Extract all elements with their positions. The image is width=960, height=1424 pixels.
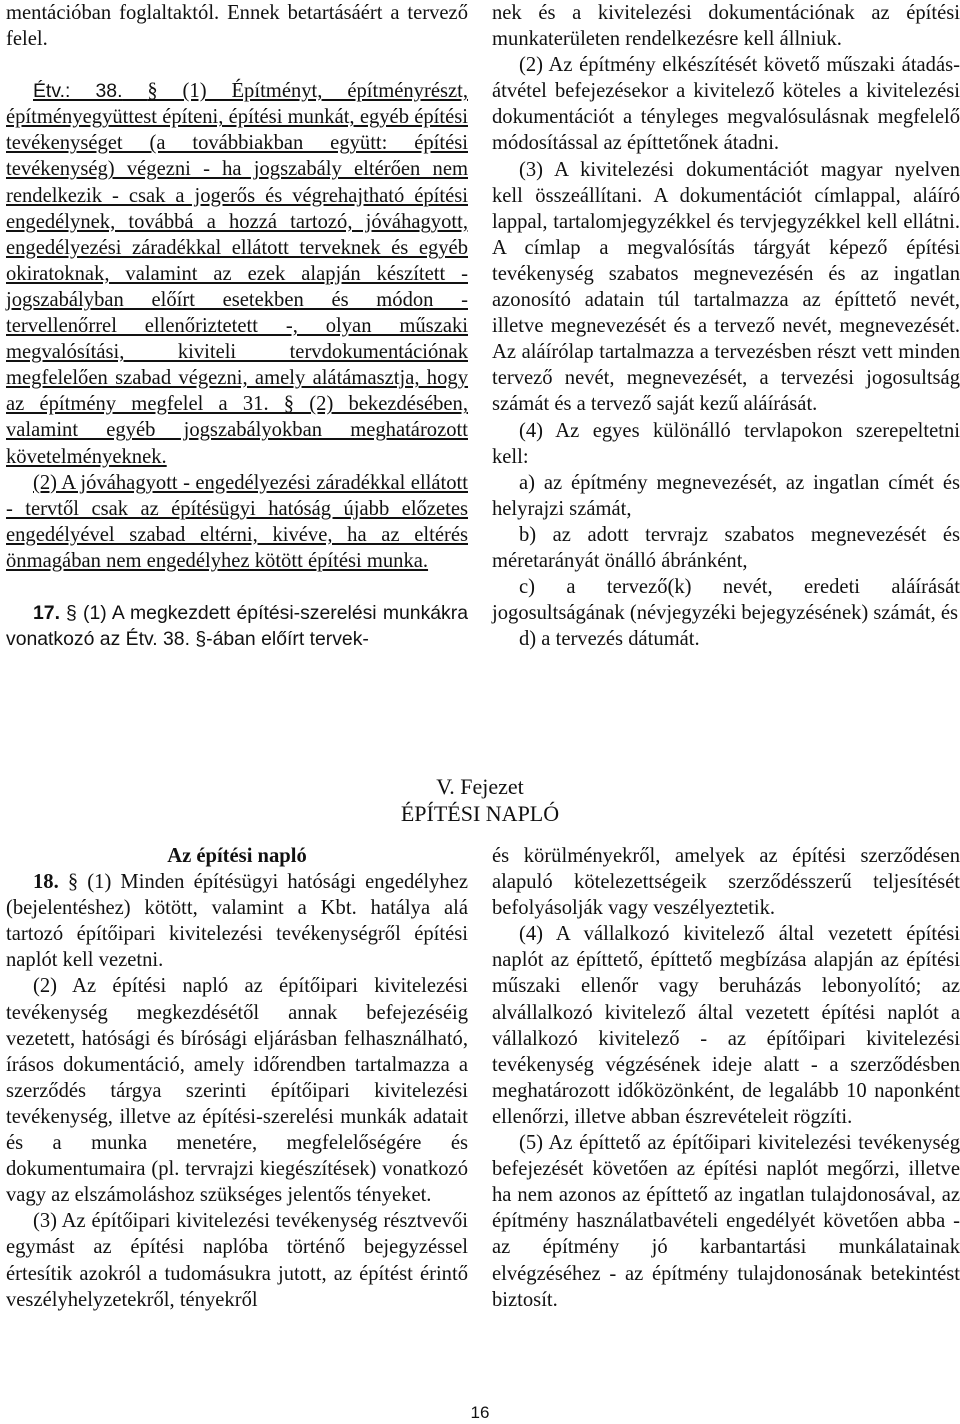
section-number: 17. [33,601,60,624]
right-column-top [492,0,960,652]
paragraph-plan-sheets: (4) Az egyes különálló tervlapokon szerepeltetni kell: [492,419,960,468]
paragraph-continuation: mentációban foglaltaktól. Ennek betartásáért a tervező felel. [6,2,468,51]
paragraph-continuation: és körülményekről, amelyek az építési szerződésen alapuló kötelezettségeik szerződésszerű teljesítését befolyásolják vagy veszélyeztetik. [492,845,960,920]
chapter-heading [300,774,660,828]
page-number: 16 [470,1403,490,1422]
list-item-a: a) az építmény megnevezését, az ingatlan címét és helyrajzi számát, [492,471,960,520]
section-number: 18. [33,871,59,894]
paragraph-handover: (2) Az építmény elkészítését követő műszaki átadás-átvétel befejezésekor a kivitelező köteles a kivitelezési dokumentációt a tényleges megvalósulásnak megfelelő módosítással az építtetőnek átadni. [492,54,960,155]
chapter-title: ÉPÍTÉSI NAPLÓ [400,801,560,826]
law-reference: Étv.: 38. [33,80,123,103]
paragraph-text: § (1) A megkezdett építési-szerelési munkákra vonatkozó az Étv. 38. §-ában előírt tervek- [6,601,468,651]
paragraph-section-17 [6,600,468,652]
list-item-c: c) a tervező(k) nevét, eredeti aláírását jogosultságának (névjegyzéki bejegyzésének) számát, és [492,576,960,625]
list-item-b: b) az adott tervrajz szabatos megnevezését és méretarányát önálló ábránként, [492,523,960,572]
paragraph-approved-plan: (2) A jóváhagyott - engedélyezési záradékkal ellátott - tervtől csak az építésügyi hatóság újabb előzetes engedélyével szabad eltérni, kivéve, ha az eltérés önmagában nem engedélyhez kötött építési munka. [6,471,468,572]
left-column-top [6,0,468,652]
paragraph-log-review: (4) A vállalkozó kivitelező által vezetett építési naplót az építtető, építtető megbízása alapján az építési műszaki ellenőr vagy beruházás lebonyolító; az alvállalkozó kivitelező által vezetett építési naplót a vállalkozó kivitelező - az építőipari kivitelezési tevékenység végzésének ideje alatt - a szerződésben meghatározott időközönként, de legalább 10 naponként ellenőrzi, illetve abban észrevételeit rögzíti. [492,923,960,1128]
left-column-bottom [6,843,468,1313]
chapter-label: V. Fejezet [436,774,524,799]
paragraph-log-retention: (5) Az építtető az építőipari kivitelezési tevékenység befejezését követően az építési naplót megőrzi, illetve ha nem azonos az építtető az ingatlan tulajdonosával, az építmény használatbavételi engedélyét követően abba - az építmény jó karbantartási munkálatainak elvégzéséhez - az építmény tulajdonosának betekintést biztosít. [492,1132,960,1311]
right-column-bottom [492,843,960,1313]
section-heading: Az építési napló [167,845,307,867]
paragraph-etv-38 [6,78,468,469]
paragraph-text: § (1) Minden építésügyi hatósági engedélyhez (bejelentéshez) kötött, valamint a Kbt. hatálya alá tartozó építőipari kivitelezési tevékenységről építési naplót kell vezetni. [6,871,468,972]
paragraph-documentation: (3) A kivitelezési dokumentációt magyar nyelven kell összeállítani. A dokumentációt címlappal, aláíró lappal, tartalomjegyzékkel és tervjegyzékkel kell ellátni. A címlap a megvalósítás tárgyát képező építési tevékenység szabatos megnevezésén és az ingatlan azonosító adatain túl tartalmazza az építtető nevét, illetve megnevezését és a tervező nevét, megnevezését. Az aláírólap tartalmazza a tervezésben részt vett minden tervező nevét, megnevezését, a tervezési jogosultság számát és a tervező saját kezű aláírását. [492,158,960,416]
paragraph-log-definition: (2) Az építési napló az építőipari kivitelezési tevékenység megkezdésétől annak befejezéséig vezetett, hatósági és bírósági eljárásban felhasználható, írásos dokumentáció, amely időrendben tartalmazza a szerződés tárgya szerinti építőipari kivitelezési tevékenység, illetve az építési-szerelési munkák adatait és a munka menetére, megfelelőségére és dokumentumaira (pl. tervrajzi kiegészítések) vonatkozó vagy az elszámoláshoz szükséges jelentős tényeket. [6,975,468,1207]
paragraph-participants: (3) Az építőipari kivitelezési tevékenység résztvevői egymást az építési naplóba történő bejegyzéssel értesítik azokról a tudomásukra jutott, az építést érintő veszélyhelyzetekről, tényekről [6,1210,468,1311]
list-item-d: d) a tervezés dátumát. [519,628,700,651]
paragraph-text: § (1) Építményt, építményrészt, építményegyüttest építeni, építési munkát, egyéb építési tevékenységet (a továbbiakban együtt: építési tevékenység) végezni - ha jogszabály eltérően nem rendelkezik - csak a jogerős és végrehajtható építési engedélynek, továbbá a hozzá tartozó, jóváhagyott, engedélyezési záradékkal ellátott terveknek és egyéb okiratoknak, valamint az ezek alapján készített - jogszabályban előírt esetekben és módon - tervellenőrrel ellenőriztetett -, olyan műszaki megvalósítási, kiviteli tervdokumentációnak megfelelően szabad végezni, amely alátámasztja, hogy az építmény megfelel a 31. § (2) bekezdésében, valamint egyéb jogszabályokban meghatározott követelményeknek. [6,80,468,468]
paragraph-section-18 [6,869,468,973]
paragraph-continuation: nek és a kivitelezési dokumentációnak az építési munkaterületen rendelkezésre kell állniuk. [492,2,960,51]
